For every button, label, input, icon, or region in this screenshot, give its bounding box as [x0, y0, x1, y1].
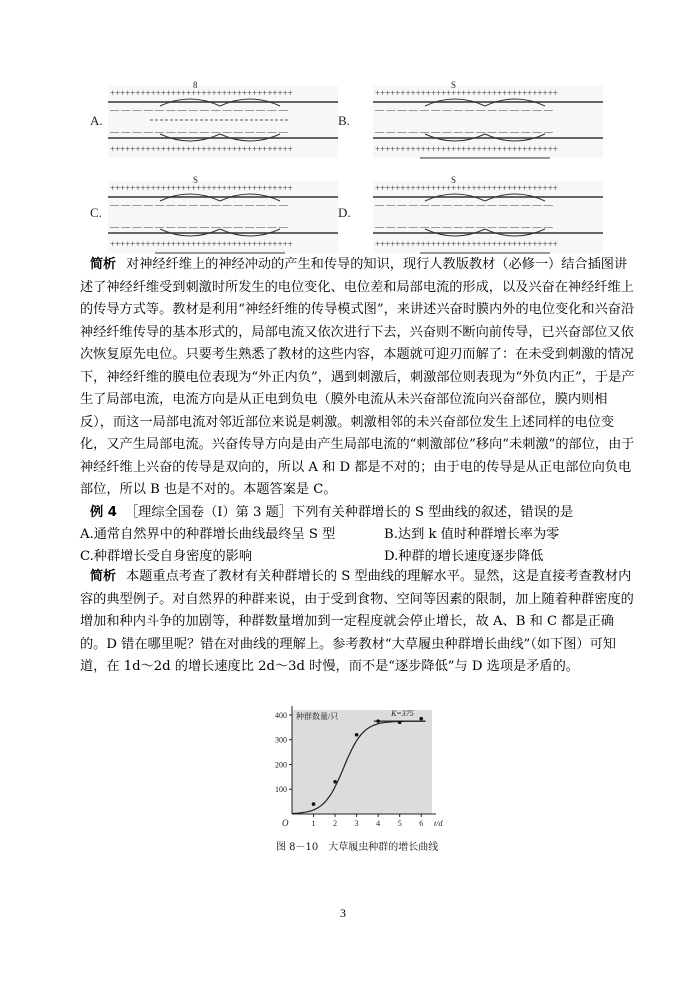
svg-text:— — — — — — — — — — — — — — —: — — — — — — — — — — — — — — — —: [375, 127, 553, 137]
svg-text:++++++++++++++++++++++++++++++: ++++++++++++++++++++++++++++++++++++: [375, 88, 558, 98]
svg-text:++++++++++++++++++++++++++++++: ++++++++++++++++++++++++++++++++++++: [375, 183, 558, 193]
panel-label-c: C.: [90, 205, 102, 220]
x-tick-label: 6: [419, 819, 424, 828]
svg-text:++++++++++++++++++++++++++++++: ++++++++++++++++++++++++++++++++++++: [375, 144, 558, 154]
svg-text:++++++++++++++++++++++++++++++: ++++++++++++++++++++++++++++++++++++: [110, 183, 293, 193]
y-tick-label: 100: [275, 785, 287, 795]
x-tick-label: 4: [376, 819, 381, 828]
example-4-stem: ［理综全国卷（I）第 3 题］下列有关种群增长的 S 型曲线的叙述，错误的是: [124, 505, 574, 520]
x-axis-label: t/d: [434, 819, 443, 828]
svg-text:— — — — — — — — — — — — — — —: — — — — — — — — — — — — — — — —: [375, 200, 553, 210]
analysis-2-text: 本题重点考查了教材有关种群增长的 S 型曲线的理解水平。显然，这是直接考查教材内容的典型例子。对自然界的种群来说，由于受到食物、空间等因素的限制，加上随着种群密度的增加和种内斗争的加剧等，种群数量增加到一定程度就会停止增长，故 A、B 和 C 都是正确的。D 错在哪里呢？错在对曲线的理解上。参考教材“大草履虫种群增长曲线”（如下图）可知道，在 1d～2d 的增长速度比 2d～3d 时慢，而不是“逐步降低”与 D 选项是矛盾的。: [80, 569, 634, 674]
analysis-2: [80, 566, 636, 679]
option-c: C.种群增长受自身密度的影响: [80, 549, 253, 564]
data-point: [376, 719, 380, 723]
panel-c: [108, 181, 338, 253]
svg-text:— — — — — — — — — — — — — — —: — — — — — — — — — — — — — — — —: [375, 222, 553, 232]
nerve-fiber-figure: [80, 80, 610, 255]
plot-background: [292, 710, 432, 814]
panel-label-a: A.: [90, 113, 103, 128]
growth-curve-svg: [262, 702, 443, 837]
growth-curve-chart: [262, 702, 443, 852]
chart-caption: 图 8－10 大草履虫种群的增长曲线: [276, 842, 439, 853]
panel-mark-a: 8: [193, 80, 198, 90]
y-tick-label: 300: [275, 735, 287, 745]
svg-text:++++++++++++++++++++++++++++++: ++++++++++++++++++++++++++++++++++++: [375, 239, 558, 249]
y-axis-label: 种群数量/只: [296, 712, 339, 721]
page-number: 3: [340, 906, 346, 920]
data-point: [333, 780, 337, 784]
data-point: [312, 802, 316, 806]
svg-text:— — — — — — — — — — — — — — —: — — — — — — — — — — — — — — — —: [375, 105, 553, 115]
svg-text:— — — — — — — — — — — — — — —: — — — — — — — — — — — — — — — —: [110, 222, 288, 232]
panel-label-d: D.: [338, 205, 351, 220]
k-annotation: K=375: [391, 709, 414, 719]
origin-label: O: [282, 818, 289, 828]
analysis-1-text: 对神经纤维上的神经冲动的产生和传导的知识，现行人教版教材（必修一）结合插图讲述了神经纤维受到刺激时所发生的电位变化、电位差和局部电流的形成，以及兴奋在神经纤维上的传导方式等。教材是利用“神经纤维的传导模式图”，来讲述兴奋时膜内外的电位变化和兴奋沿神经纤维传导的基本形式的，局部电流又依次进行下去，兴奋则不断向前传导，已兴奋部位又依次恢复原先电位。只要考生熟悉了教材的这些内容，本题就可迎刃而解了：在未受到刺激的情况下，神经纤维的膜电位表现为“外正内负”，遇到刺激后，刺激部位则表现为“外负内正”，于是产生了局部电流，电流方向是从正电到负电（膜外电流从未兴奋部位流向兴奋部位，膜内则相反），而这一局部电流对邻近部位来说是刺激。刺激相邻的未兴奋部位发生上述同样的电位变化，又产生局部电流。兴奋传导方向是由产生局部电流的“刺激部位”移向“未刺激”的部位，由于神经纤维上兴奋的传导是双向的，所以 A 和 D 都是不对的；由于电的传导是从正电部位向负电部位，所以 B 也是不对的。本题答案是 C。: [80, 257, 635, 497]
option-b: B.达到 k 值时种群增长率为零: [384, 527, 560, 542]
panel-mark-b: S: [451, 80, 457, 90]
data-point: [398, 721, 402, 725]
svg-text:++++++++++++++++++++++++++++++: ++++++++++++++++++++++++++++++++++++: [110, 88, 293, 98]
svg-text:— — — — — — — — — — — — — — —: — — — — — — — — — — — — — — — —: [110, 105, 288, 115]
analysis-1-lead: 简析: [90, 257, 117, 272]
analysis-1: [80, 254, 636, 502]
y-tick-label: 400: [275, 710, 287, 720]
data-point: [355, 733, 359, 737]
panel-d: [373, 181, 603, 253]
svg-text:++++++++++++++++++++++++++++++: ++++++++++++++++++++++++++++++++++++: [110, 144, 293, 154]
svg-text:++++++++++++++++++++++++++++++: ++++++++++++++++++++++++++++++++++++: [110, 239, 293, 249]
example-4-stem-line: [80, 503, 573, 523]
svg-text:— — — — — — — — — — — — — — —: — — — — — — — — — — — — — — — —: [110, 200, 288, 210]
x-tick-label: 2: [333, 819, 338, 828]
x-tick-label: 1: [311, 819, 316, 828]
svg-text:— — — — — — — — — — — — — — —: — — — — — — — — — — — — — — — —: [110, 127, 288, 137]
panel-b: [373, 86, 603, 158]
option-a: A.通常自然界中的种群增长曲线最终呈 S 型: [80, 527, 336, 542]
panel-label-b: B.: [338, 113, 350, 128]
data-point: [419, 717, 423, 721]
x-tick-label: 3: [354, 819, 359, 828]
example-4-label: 例 4: [90, 505, 117, 520]
analysis-2-lead: 简析: [90, 569, 117, 584]
option-d: D.种群的增长速度逐步降低: [384, 549, 544, 564]
panel-mark-c: S: [193, 175, 199, 185]
y-tick-label: 200: [275, 760, 287, 770]
panel-mark-d: S: [451, 175, 457, 185]
panel-a: [108, 86, 338, 158]
x-tick-label: 5: [397, 819, 402, 828]
